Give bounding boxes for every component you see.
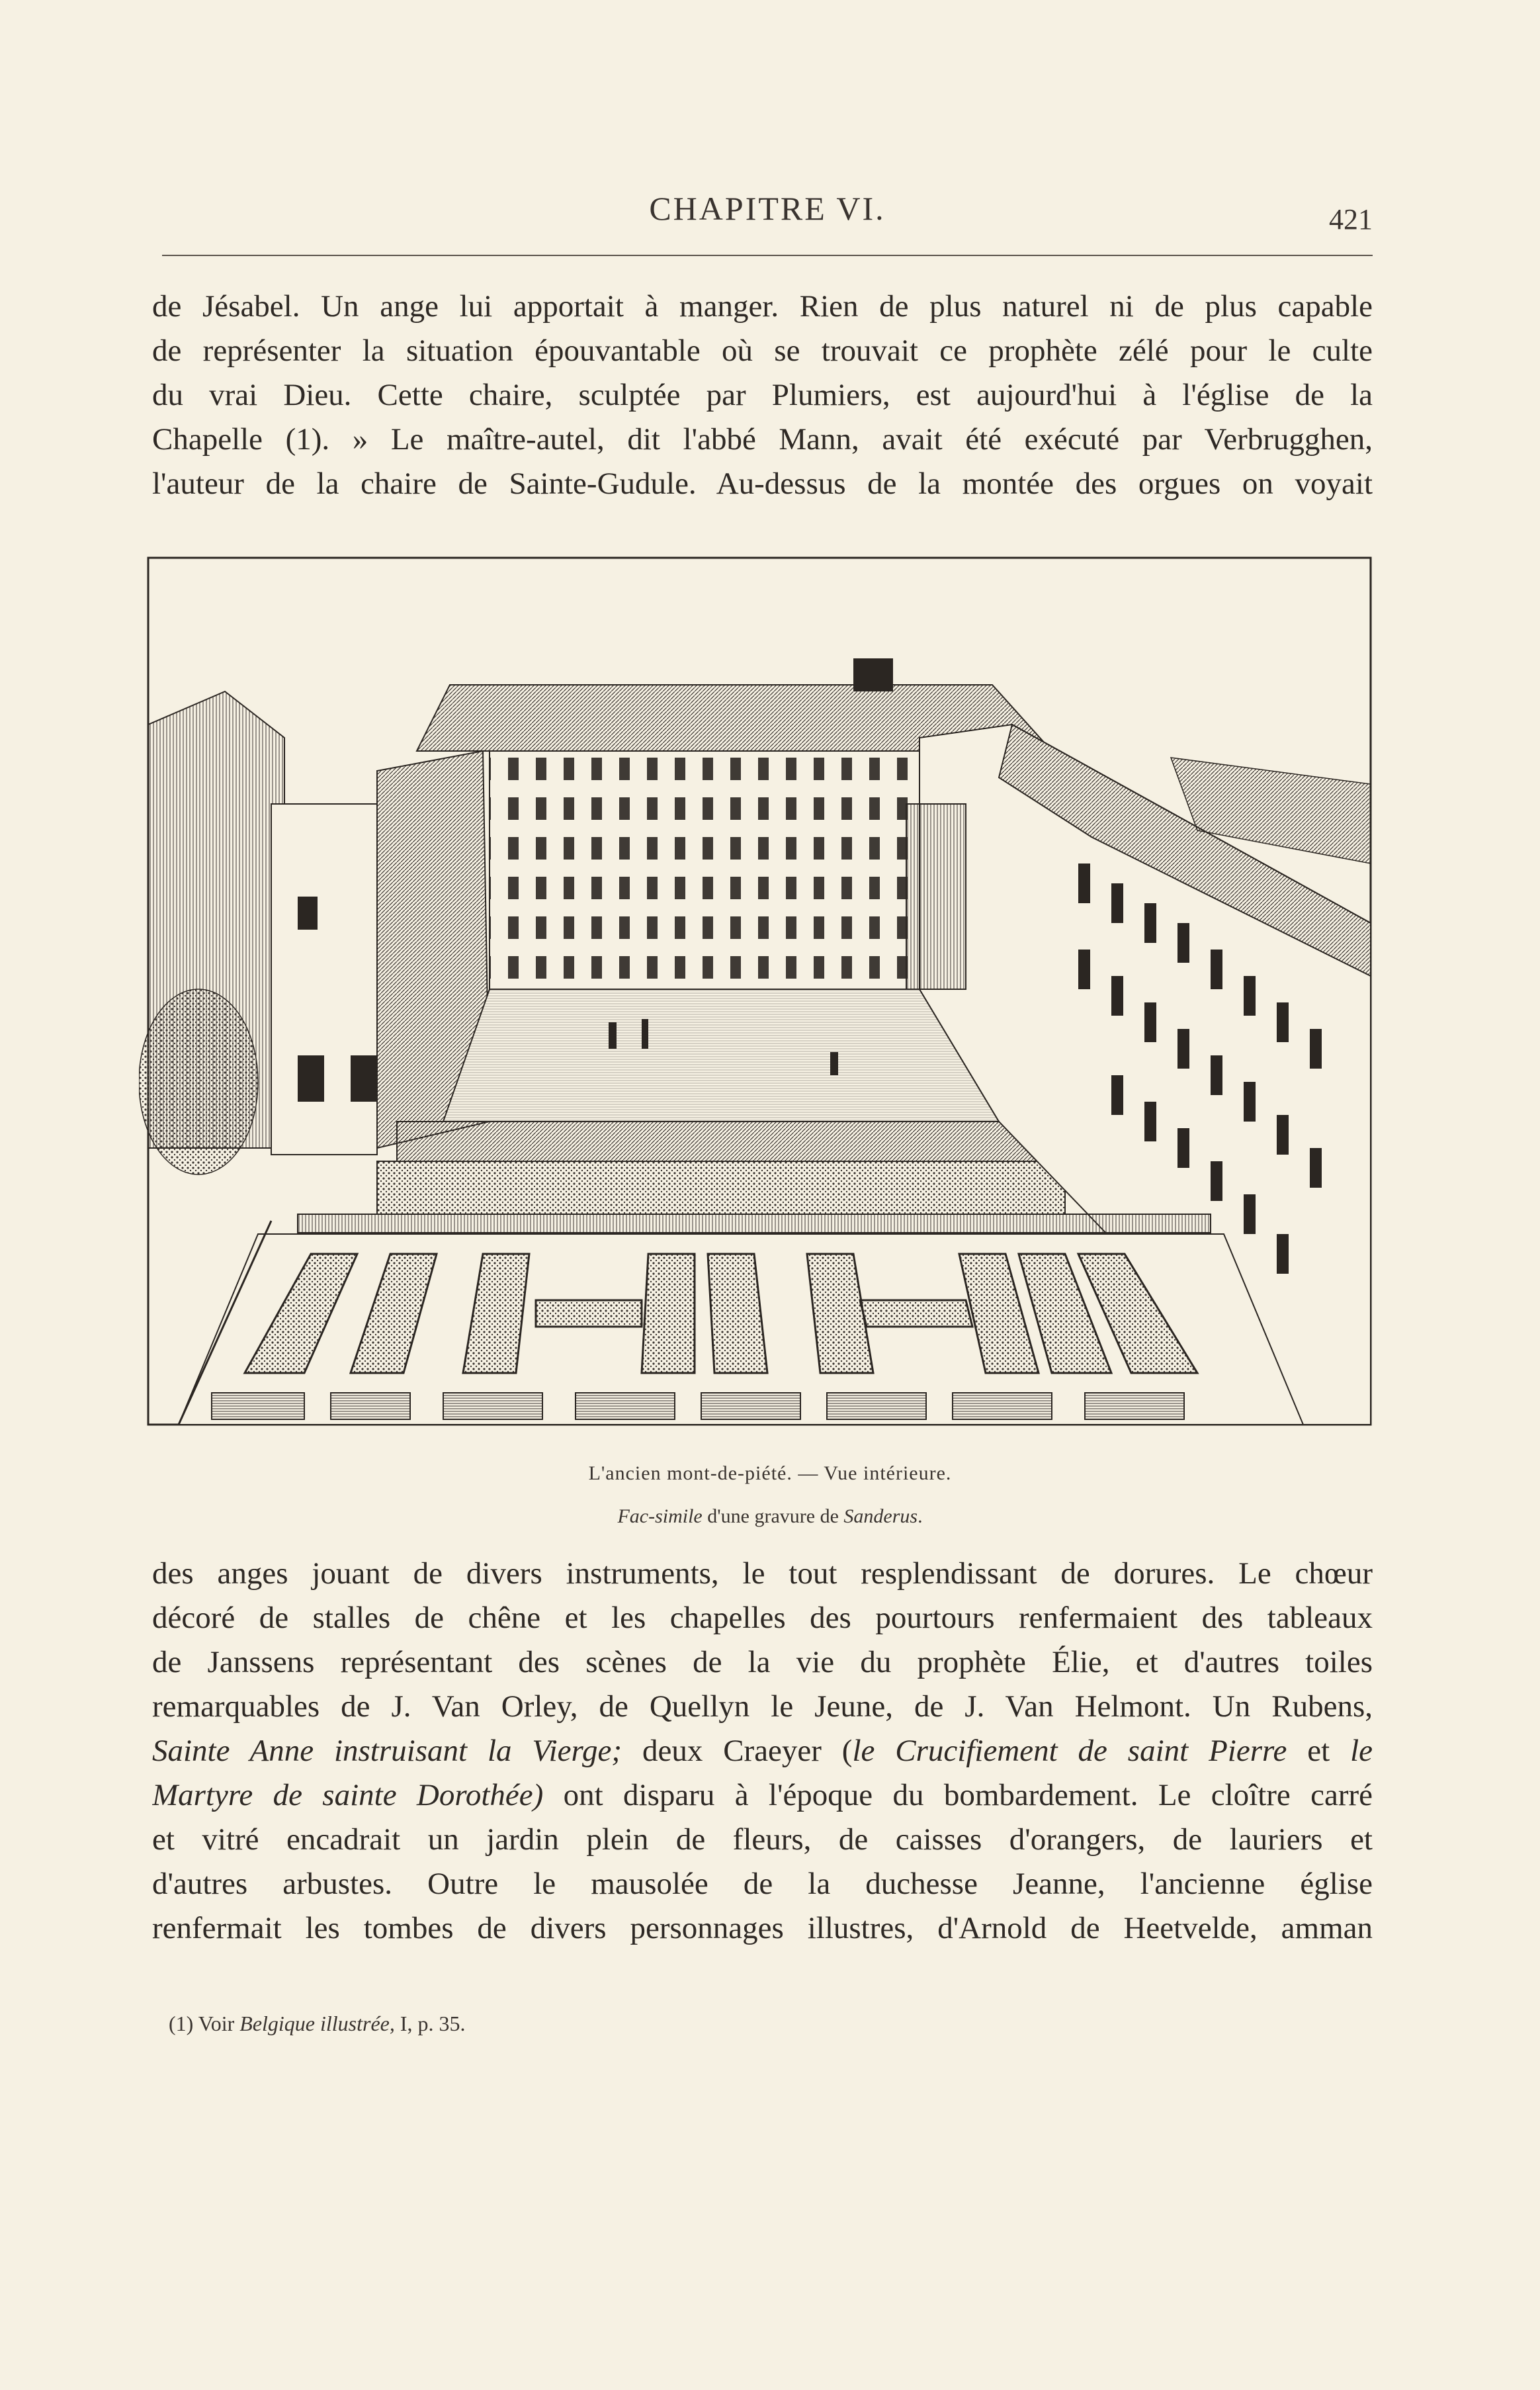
- page-number: 421: [1329, 203, 1373, 236]
- footnote-ref: I, p. 35.: [394, 2012, 466, 2035]
- text-italic: le Crucifiement de saint Pierre: [852, 1734, 1287, 1768]
- illustration-caption: L'ancien mont-de-piété. — Vue intérieure.: [588, 1462, 952, 1484]
- text-span: ont disparu à l'époque du bombardement. Le cloître carré: [543, 1778, 1373, 1812]
- text-line: l'auteur de la chaire de Sainte-Gudule. Au-dessus de la montée des orgues on voyait: [152, 466, 1373, 501]
- text-line: renfermait les tombes de divers personnages illustres, d'Arnold de Heetvelde, amman: [152, 1911, 1373, 1945]
- text-line: et vitré encadrait un jardin plein de fleurs, de caisses d'orangers, de lauriers et: [152, 1822, 1373, 1857]
- chapter-title: CHAPITRE VI.: [649, 190, 886, 227]
- illustration-source: [0, 1505, 1540, 1528]
- text-line: [152, 1773, 1373, 1818]
- text-line: des anges jouant de divers instruments, le tout resplendissant de dorures. Le chœur: [152, 1556, 1373, 1591]
- text-italic: Martyre de sainte Dorothée): [152, 1778, 544, 1812]
- body-text-top: [152, 285, 1373, 506]
- source-end: .: [918, 1505, 923, 1527]
- text-line: de représenter la situation épouvantable où se trouvait ce prophète zélé pour le culte: [152, 333, 1373, 368]
- source-author: Sanderus: [843, 1505, 918, 1527]
- text-italic: le: [1350, 1734, 1373, 1768]
- text-line: de Janssens représentant des scènes de la vie du prophète Élie, et d'autres toiles: [152, 1645, 1373, 1679]
- text-line: [152, 1729, 1373, 1773]
- footnote: [169, 2012, 466, 2036]
- text-line: de Jésabel. Un ange lui apportait à manger. Rien de plus naturel ni de plus capable: [152, 289, 1373, 324]
- source-italic: Fac-simile: [617, 1505, 703, 1527]
- text-span: et: [1287, 1734, 1351, 1768]
- text-line: Chapelle (1). » Le maître-autel, dit l'abbé Mann, avait été exécuté par Verbrugghen,: [152, 422, 1373, 457]
- running-head: [162, 189, 1373, 242]
- body-text-bottom: [152, 1552, 1373, 1951]
- text-italic: Sainte Anne instruisant la Vierge;: [152, 1734, 622, 1768]
- source-text: d'une gravure de: [702, 1505, 844, 1527]
- footnote-marker: (1) Voir: [169, 2012, 240, 2035]
- text-line: d'autres arbustes. Outre le mausolée de la duchesse Jeanne, l'ancienne église: [152, 1867, 1373, 1901]
- engraving-illustration: [139, 553, 1379, 1429]
- text-line: décoré de stalles de chêne et les chapelles des pourtours renfermaient des tableaux: [152, 1601, 1373, 1635]
- header-rule: [162, 255, 1373, 256]
- footnote-title: Belgique illustrée,: [239, 2012, 395, 2035]
- text-span: deux Craeyer (: [622, 1734, 853, 1768]
- text-line: remarquables de J. Van Orley, de Quellyn le Jeune, de J. Van Helmont. Un Rubens,: [152, 1689, 1373, 1724]
- text-line: du vrai Dieu. Cette chaire, sculptée par Plumiers, est aujourd'hui à l'église de la: [152, 378, 1373, 412]
